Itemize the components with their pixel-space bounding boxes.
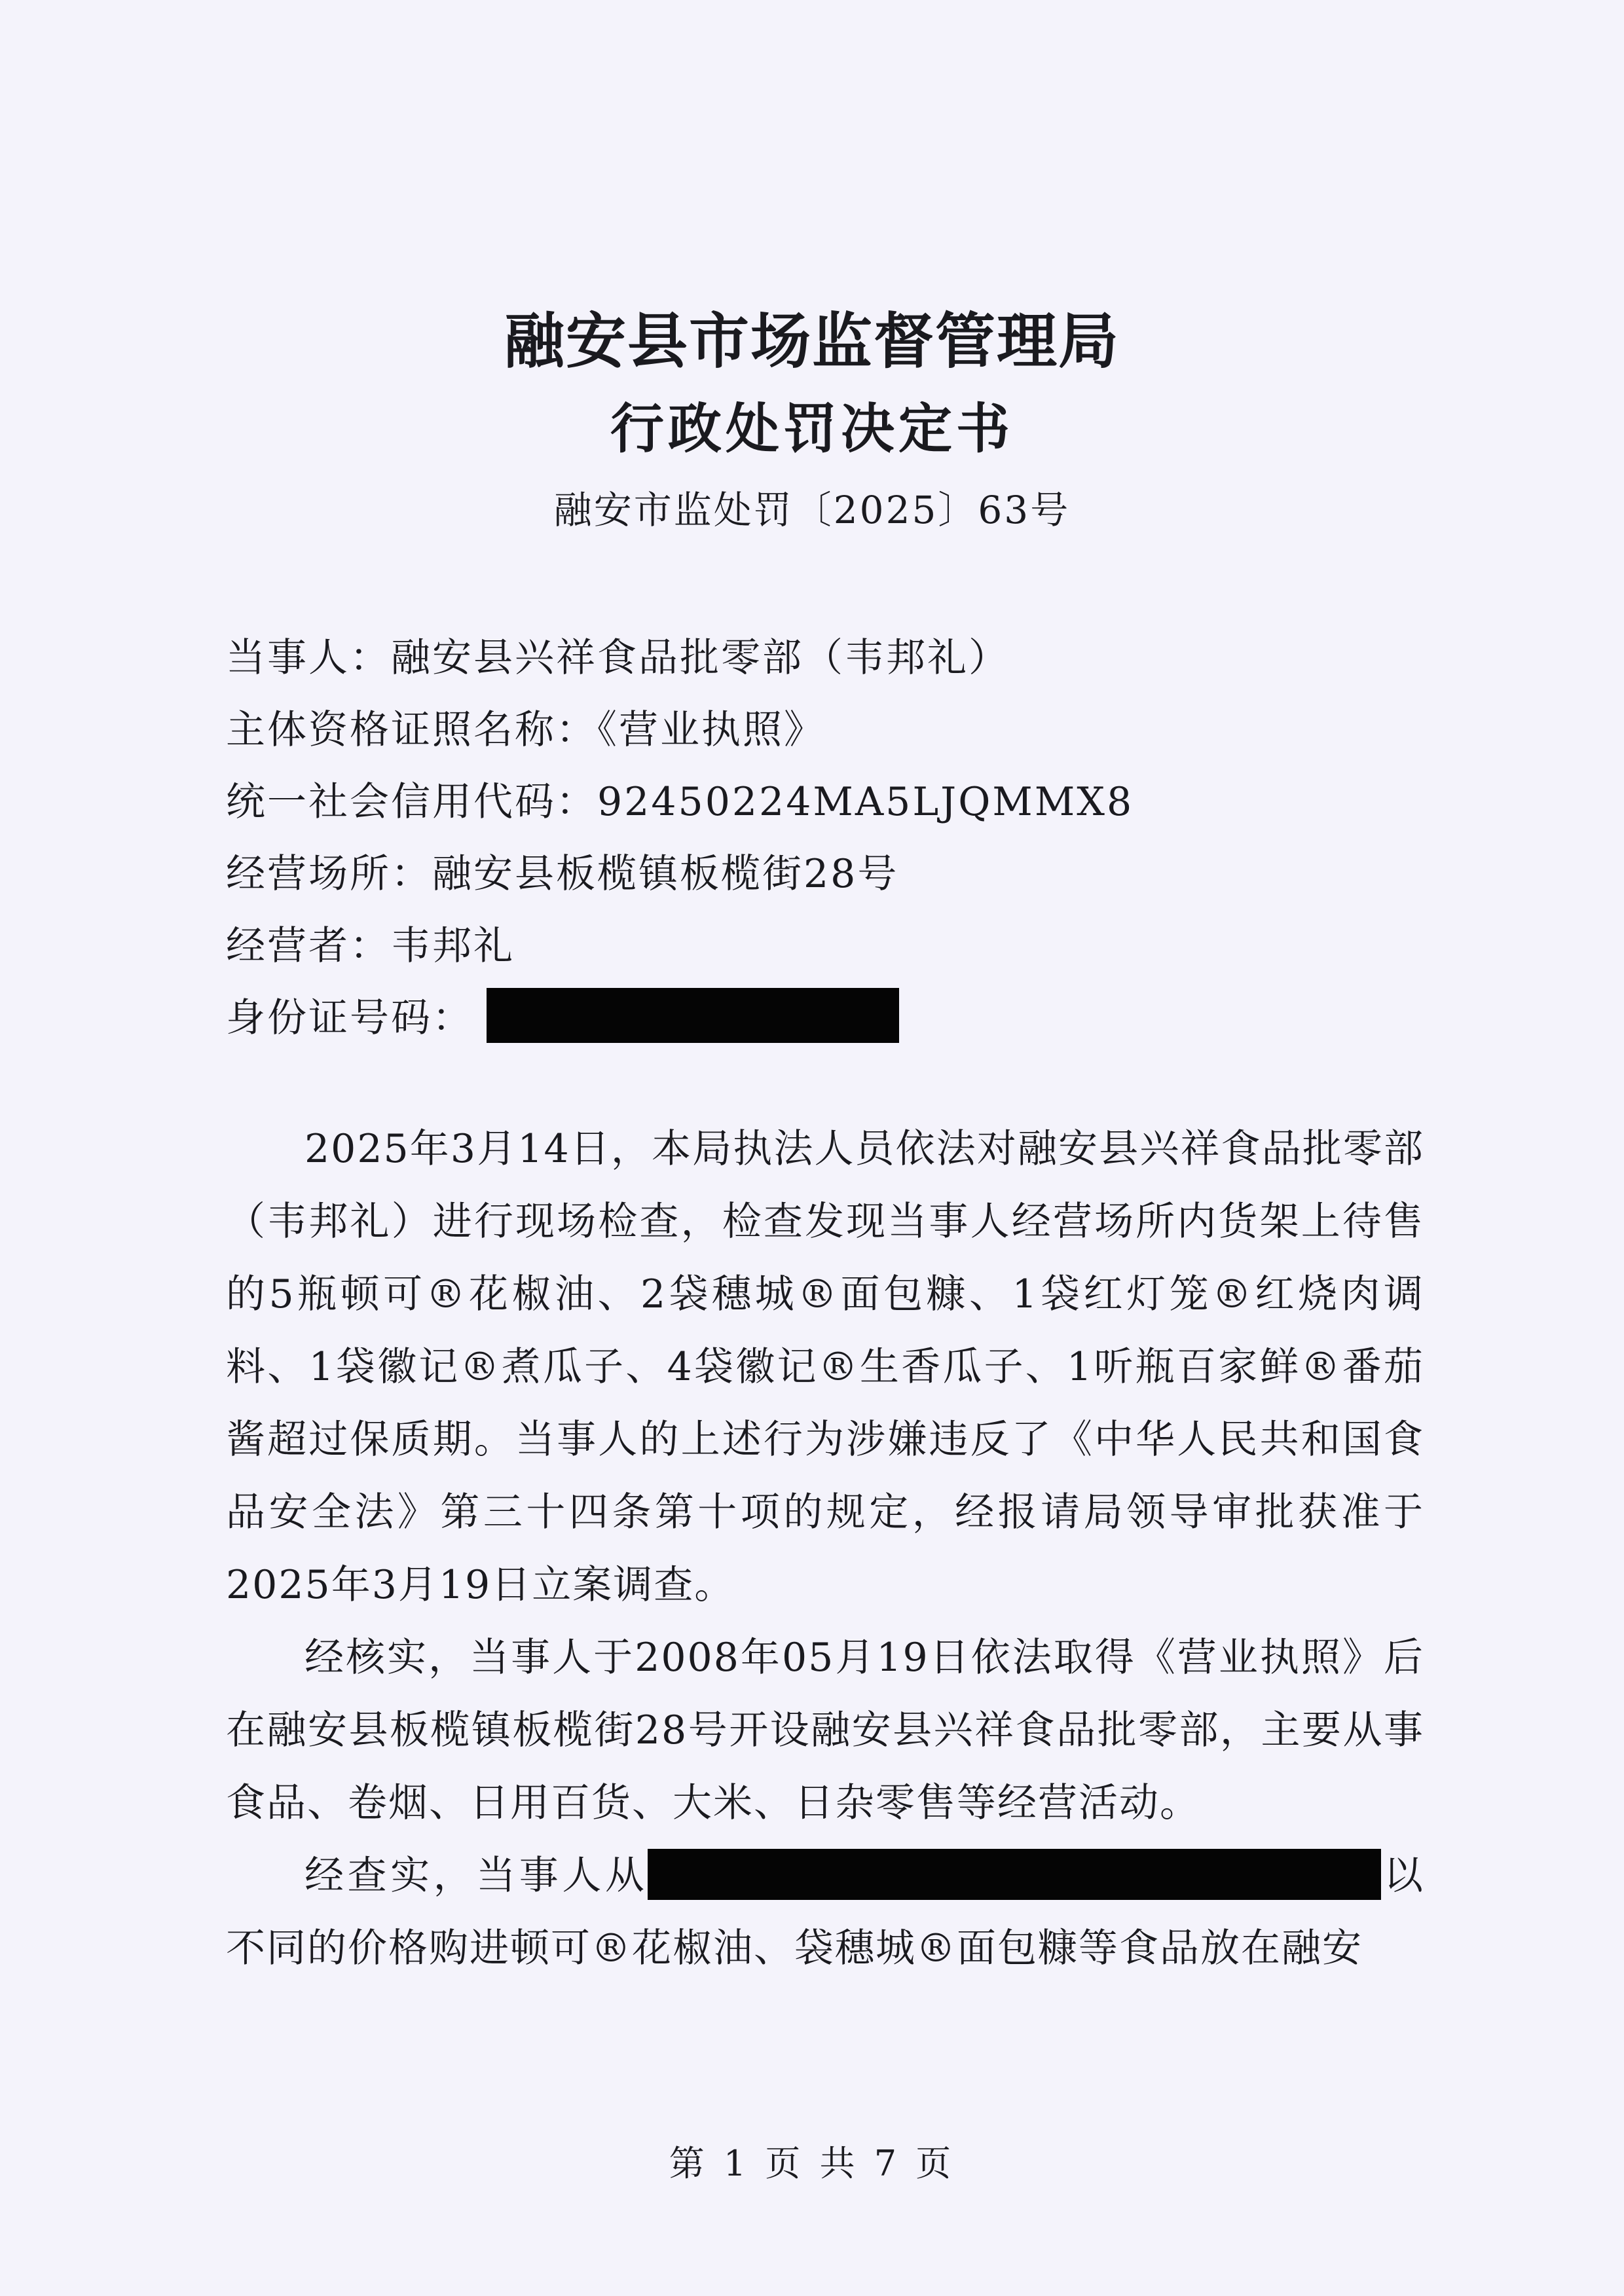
paragraph-verification: 经核实，当事人于2008年05月19日依法取得《营业执照》后在融安县板榄镇板榄街28号开设融安县兴祥食品批零部，主要从事食品、卷烟、日用百货、大米、日杂零售等经营活动。 (226, 1635, 1424, 1826)
id-number-redaction (487, 988, 899, 1043)
id-number-label: 身份证号码： (226, 995, 473, 1041)
operator-line: 经营者：韦邦礼 (226, 923, 515, 969)
document-type-title: 行政处罚决定书 (610, 398, 1014, 460)
party-line: 当事人：融安县兴祥食品批零部（韦邦礼） (226, 635, 1010, 681)
supplier-redaction (648, 1849, 1381, 1900)
address-line: 经营场所：融安县板榄镇板榄街28号 (226, 851, 899, 897)
paragraph-investigation (226, 1840, 1424, 1985)
license-name-line: 主体资格证照名称：《营业执照》 (226, 707, 825, 753)
document-body (226, 1113, 1424, 1985)
document-number: 融安市监处罚〔2025〕63号 (553, 488, 1071, 532)
paragraph-investigation-start: 经查实，当事人从 (304, 1853, 648, 1899)
party-info-block (226, 622, 1470, 1054)
agency-title: 融安县市场监督管理局 (504, 306, 1120, 376)
id-number-line (226, 982, 1470, 1054)
paragraph-inspection: 2025年3月14日，本局执法人员依法对融安县兴祥食品批零部（韦邦礼）进行现场检查，检查发现当事人经营场所内货架上待售的5瓶顿可®花椒油、2袋穗城®面包糠、1袋红灯笼®红烧肉调料、1袋徽记®煮瓜子、4袋徽记®生香瓜子、1听瓶百家鲜®番茄酱超过保质期。当事人的上述行为涉嫌违反了《中华人民共和国食品安全法》第三十四条第十项的规定，经报请局领导审批获准于2025年3月19日立案调查。 (226, 1126, 1424, 1608)
credit-code-line: 统一社会信用代码：92450224MA5LJQMMX8 (226, 779, 1134, 825)
paragraph-investigation-end: 以不同的价格购进顿可®花椒油、袋穗城®面包糠等食品放在融安 (226, 1853, 1425, 1971)
page-indicator: 第 1 页 共 7 页 (669, 2143, 955, 2184)
